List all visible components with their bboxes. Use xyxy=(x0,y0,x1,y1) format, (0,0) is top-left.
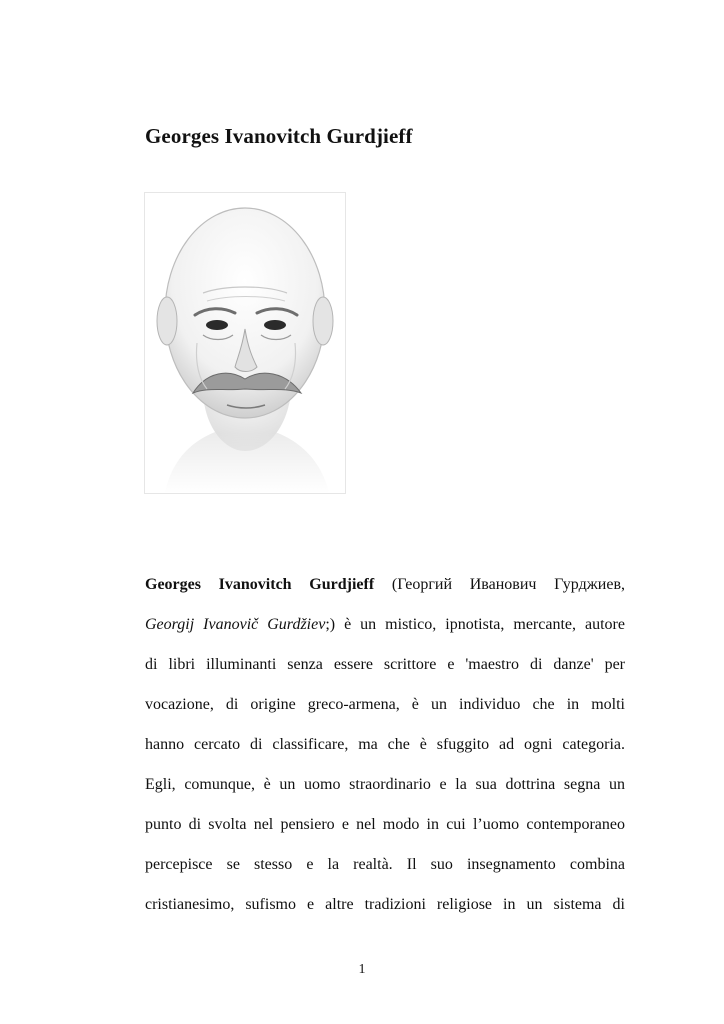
paragraph-line-9: cristianesimo, sufismo e altre tradizioni religiose in un sistema di xyxy=(145,896,625,913)
paragraph-line-2 xyxy=(145,613,625,653)
subject-name-transliterated: Georgij Ivanovič Gurdžiev xyxy=(145,616,326,633)
paragraph-line-6: Egli, comunque, è un uomo straordinario e la sua dottrina segna un xyxy=(145,776,625,793)
page-number: 1 xyxy=(358,962,366,977)
paragraph-line-2-text: ;) è un mistico, ipnotista, mercante, autore xyxy=(325,616,625,633)
subject-name-bold: Georges Ivanovitch Gurdjieff xyxy=(145,576,375,593)
paragraph-line-1 xyxy=(145,573,625,613)
paragraph-line-7: punto di svolta nel pensiero e nel modo in cui l’uomo contemporaneo xyxy=(145,816,625,833)
page-title: Georges Ivanovitch Gurdjieff xyxy=(145,124,413,148)
paragraph-line-8: percepisce se stesso e la realtà. Il suo insegnamento combina xyxy=(145,856,625,873)
body-paragraph xyxy=(145,573,625,933)
paragraph-line-5: hanno cercato di classificare, ma che è sfuggito ad ogni categoria. xyxy=(145,736,625,753)
paragraph-line-4: vocazione, di origine greco-armena, è un individuo che in molti xyxy=(145,696,625,713)
paragraph-line-3: di libri illuminanti senza essere scrittore e 'maestro di danze' per xyxy=(145,656,625,673)
portrait-photo xyxy=(144,192,346,494)
subject-name-cyrillic: (Георгий Иванович Гурджиев, xyxy=(374,576,626,593)
portrait-illustration xyxy=(145,193,345,493)
